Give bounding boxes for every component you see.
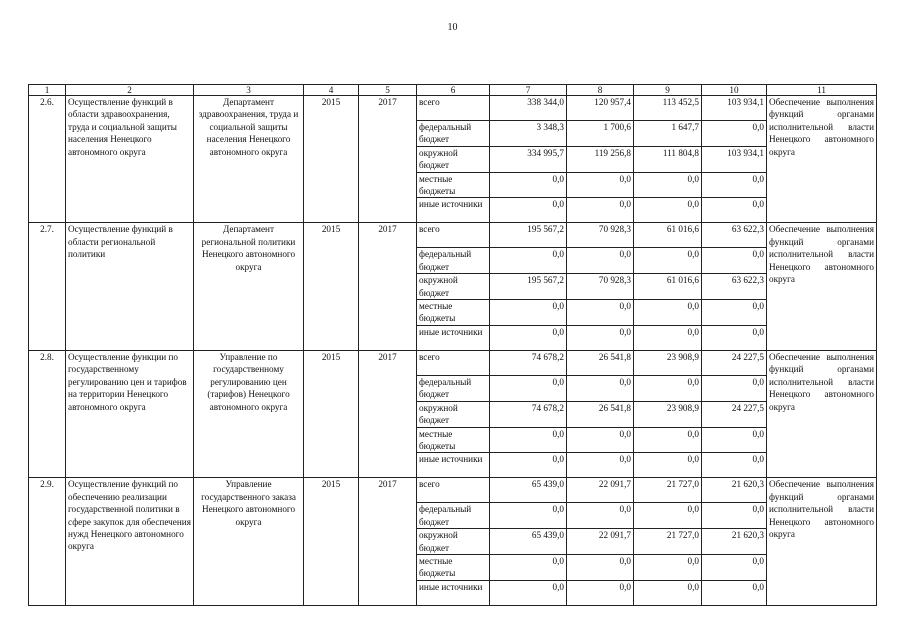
amount-year-3: 24 227,5 <box>702 350 767 375</box>
amount-total: 0,0 <box>490 172 567 198</box>
item-number: 2.6. <box>29 96 66 223</box>
amount-year-1: 26 541,8 <box>567 350 634 375</box>
funding-source-label: окружной бюджет <box>417 274 490 300</box>
expected-result: Обеспечение выполнения функций органами исполнительной власти Ненецкого автономного округа <box>767 350 877 477</box>
amount-year-1: 0,0 <box>567 172 634 198</box>
amount-year-3: 0,0 <box>702 375 767 401</box>
amount-year-2: 0,0 <box>634 427 702 453</box>
amount-total: 65 439,0 <box>490 478 567 503</box>
amount-total: 0,0 <box>490 503 567 529</box>
amount-year-1: 0,0 <box>567 554 634 580</box>
funding-source-label: всего <box>417 478 490 503</box>
amount-year-2: 61 016,6 <box>634 223 702 248</box>
amount-total: 0,0 <box>490 248 567 274</box>
amount-year-1: 70 928,3 <box>567 223 634 248</box>
amount-year-2: 0,0 <box>634 172 702 198</box>
amount-year-3: 0,0 <box>702 172 767 198</box>
amount-year-1: 26 541,8 <box>567 401 634 427</box>
item-name: Осуществление функции по государственному регулированию цен и тарифов на территории Ненецкого автономного округа <box>66 350 194 477</box>
amount-year-1: 1 700,6 <box>567 121 634 147</box>
funding-source-label: окружной бюджет <box>417 529 490 555</box>
amount-year-2: 21 727,0 <box>634 529 702 555</box>
amount-total: 0,0 <box>490 300 567 326</box>
amount-year-1: 120 957,4 <box>567 96 634 121</box>
amount-total: 0,0 <box>490 453 567 478</box>
amount-year-3: 63 622,3 <box>702 223 767 248</box>
page-number: 10 <box>447 22 458 33</box>
col-header-1: 1 <box>29 85 66 96</box>
amount-year-3: 21 620,3 <box>702 478 767 503</box>
funding-source-label: окружной бюджет <box>417 401 490 427</box>
amount-total: 0,0 <box>490 325 567 350</box>
item-executor: Управление по государственному регулированию цен (тарифов) Ненецкого автономного округа <box>194 350 304 477</box>
expected-result: Обеспечение выполнения функций органами исполнительной власти Ненецкого автономного округа <box>767 96 877 223</box>
item-start-year: 2015 <box>304 223 359 350</box>
item-start-year: 2015 <box>304 478 359 605</box>
funding-source-label: федеральный бюджет <box>417 375 490 401</box>
amount-year-1: 22 091,7 <box>567 478 634 503</box>
amount-year-1: 0,0 <box>567 427 634 453</box>
amount-year-3: 0,0 <box>702 580 767 605</box>
amount-year-3: 0,0 <box>702 325 767 350</box>
amount-total: 0,0 <box>490 375 567 401</box>
amount-year-2: 61 016,6 <box>634 274 702 300</box>
item-end-year: 2017 <box>359 478 417 605</box>
amount-year-2: 0,0 <box>634 248 702 274</box>
amount-total: 74 678,2 <box>490 350 567 375</box>
amount-year-1: 0,0 <box>567 325 634 350</box>
expected-result: Обеспечение выполнения функций органами исполнительной власти Ненецкого автономного округа <box>767 223 877 350</box>
col-header-8: 8 <box>567 85 634 96</box>
funding-source-label: местные бюджеты <box>417 172 490 198</box>
item-start-year: 2015 <box>304 96 359 223</box>
amount-year-1: 0,0 <box>567 300 634 326</box>
amount-year-3: 0,0 <box>702 554 767 580</box>
funding-source-label: федеральный бюджет <box>417 121 490 147</box>
funding-source-label: всего <box>417 350 490 375</box>
item-name: Осуществление функций по обеспечению реализации государственной политики в сфере закупок для обеспечения нужд Ненецкого автономного округа <box>66 478 194 605</box>
col-header-7: 7 <box>490 85 567 96</box>
funding-source-label: местные бюджеты <box>417 300 490 326</box>
item-start-year: 2015 <box>304 350 359 477</box>
amount-year-1: 22 091,7 <box>567 529 634 555</box>
funding-source-label: местные бюджеты <box>417 554 490 580</box>
col-header-2: 2 <box>66 85 194 96</box>
amount-year-2: 113 452,5 <box>634 96 702 121</box>
amount-year-2: 0,0 <box>634 503 702 529</box>
funding-source-label: федеральный бюджет <box>417 248 490 274</box>
amount-year-3: 21 620,3 <box>702 529 767 555</box>
amount-year-1: 0,0 <box>567 503 634 529</box>
amount-total: 334 995,7 <box>490 146 567 172</box>
column-number-row <box>29 85 877 96</box>
amount-year-2: 23 908,9 <box>634 350 702 375</box>
item-number: 2.7. <box>29 223 66 350</box>
amount-total: 0,0 <box>490 427 567 453</box>
item-name: Осуществление функций в области региональной политики <box>66 223 194 350</box>
amount-year-3: 0,0 <box>702 300 767 326</box>
funding-source-label: всего <box>417 96 490 121</box>
amount-year-1: 70 928,3 <box>567 274 634 300</box>
funding-source-label: всего <box>417 223 490 248</box>
amount-year-3: 0,0 <box>702 503 767 529</box>
funding-source-label: иные источники <box>417 198 490 223</box>
col-header-11: 11 <box>767 85 877 96</box>
amount-year-3: 103 934,1 <box>702 146 767 172</box>
amount-year-1: 0,0 <box>567 453 634 478</box>
amount-total: 0,0 <box>490 580 567 605</box>
funding-source-label: местные бюджеты <box>417 427 490 453</box>
amount-year-2: 0,0 <box>634 453 702 478</box>
amount-total: 3 348,3 <box>490 121 567 147</box>
item-number: 2.9. <box>29 478 66 605</box>
amount-year-2: 0,0 <box>634 325 702 350</box>
item-name: Осуществление функций в области здравоохранения, труда и социальной защиты населения Ненецкого автономного округа <box>66 96 194 223</box>
funding-source-label: окружной бюджет <box>417 146 490 172</box>
col-header-9: 9 <box>634 85 702 96</box>
amount-year-2: 23 908,9 <box>634 401 702 427</box>
amount-year-3: 24 227,5 <box>702 401 767 427</box>
amount-year-2: 0,0 <box>634 554 702 580</box>
amount-year-1: 0,0 <box>567 198 634 223</box>
amount-year-3: 0,0 <box>702 121 767 147</box>
item-number: 2.8. <box>29 350 66 477</box>
col-header-5: 5 <box>359 85 417 96</box>
item-executor: Департамент здравоохранения, труда и социальной защиты населения Ненецкого автономного округа <box>194 96 304 223</box>
table-row <box>29 478 877 503</box>
funding-source-label: иные источники <box>417 453 490 478</box>
table-row <box>29 350 877 375</box>
amount-year-1: 0,0 <box>567 375 634 401</box>
table-row <box>29 96 877 121</box>
amount-total: 65 439,0 <box>490 529 567 555</box>
amount-year-2: 1 647,7 <box>634 121 702 147</box>
funding-source-label: иные источники <box>417 580 490 605</box>
amount-year-3: 0,0 <box>702 453 767 478</box>
item-end-year: 2017 <box>359 350 417 477</box>
amount-year-2: 21 727,0 <box>634 478 702 503</box>
amount-year-3: 0,0 <box>702 198 767 223</box>
item-end-year: 2017 <box>359 96 417 223</box>
amount-total: 195 567,2 <box>490 274 567 300</box>
amount-year-2: 0,0 <box>634 580 702 605</box>
amount-year-3: 63 622,3 <box>702 274 767 300</box>
col-header-4: 4 <box>304 85 359 96</box>
funding-source-label: иные источники <box>417 325 490 350</box>
amount-year-1: 119 256,8 <box>567 146 634 172</box>
amount-year-1: 0,0 <box>567 248 634 274</box>
amount-year-2: 0,0 <box>634 300 702 326</box>
amount-year-2: 111 804,8 <box>634 146 702 172</box>
amount-total: 0,0 <box>490 554 567 580</box>
program-table <box>28 84 877 606</box>
col-header-10: 10 <box>702 85 767 96</box>
col-header-3: 3 <box>194 85 304 96</box>
col-header-6: 6 <box>417 85 490 96</box>
amount-total: 195 567,2 <box>490 223 567 248</box>
amount-total: 74 678,2 <box>490 401 567 427</box>
expected-result: Обеспечение выполнения функций органами исполнительной власти Ненецкого автономного округа <box>767 478 877 605</box>
amount-year-2: 0,0 <box>634 375 702 401</box>
amount-year-3: 0,0 <box>702 248 767 274</box>
table-row <box>29 223 877 248</box>
item-executor: Департамент региональной политики Ненецкого автономного округа <box>194 223 304 350</box>
amount-year-1: 0,0 <box>567 580 634 605</box>
item-executor: Управление государственного заказа Ненецкого автономного округа <box>194 478 304 605</box>
amount-year-2: 0,0 <box>634 198 702 223</box>
amount-year-3: 103 934,1 <box>702 96 767 121</box>
amount-year-3: 0,0 <box>702 427 767 453</box>
amount-total: 0,0 <box>490 198 567 223</box>
amount-total: 338 344,0 <box>490 96 567 121</box>
funding-source-label: федеральный бюджет <box>417 503 490 529</box>
item-end-year: 2017 <box>359 223 417 350</box>
